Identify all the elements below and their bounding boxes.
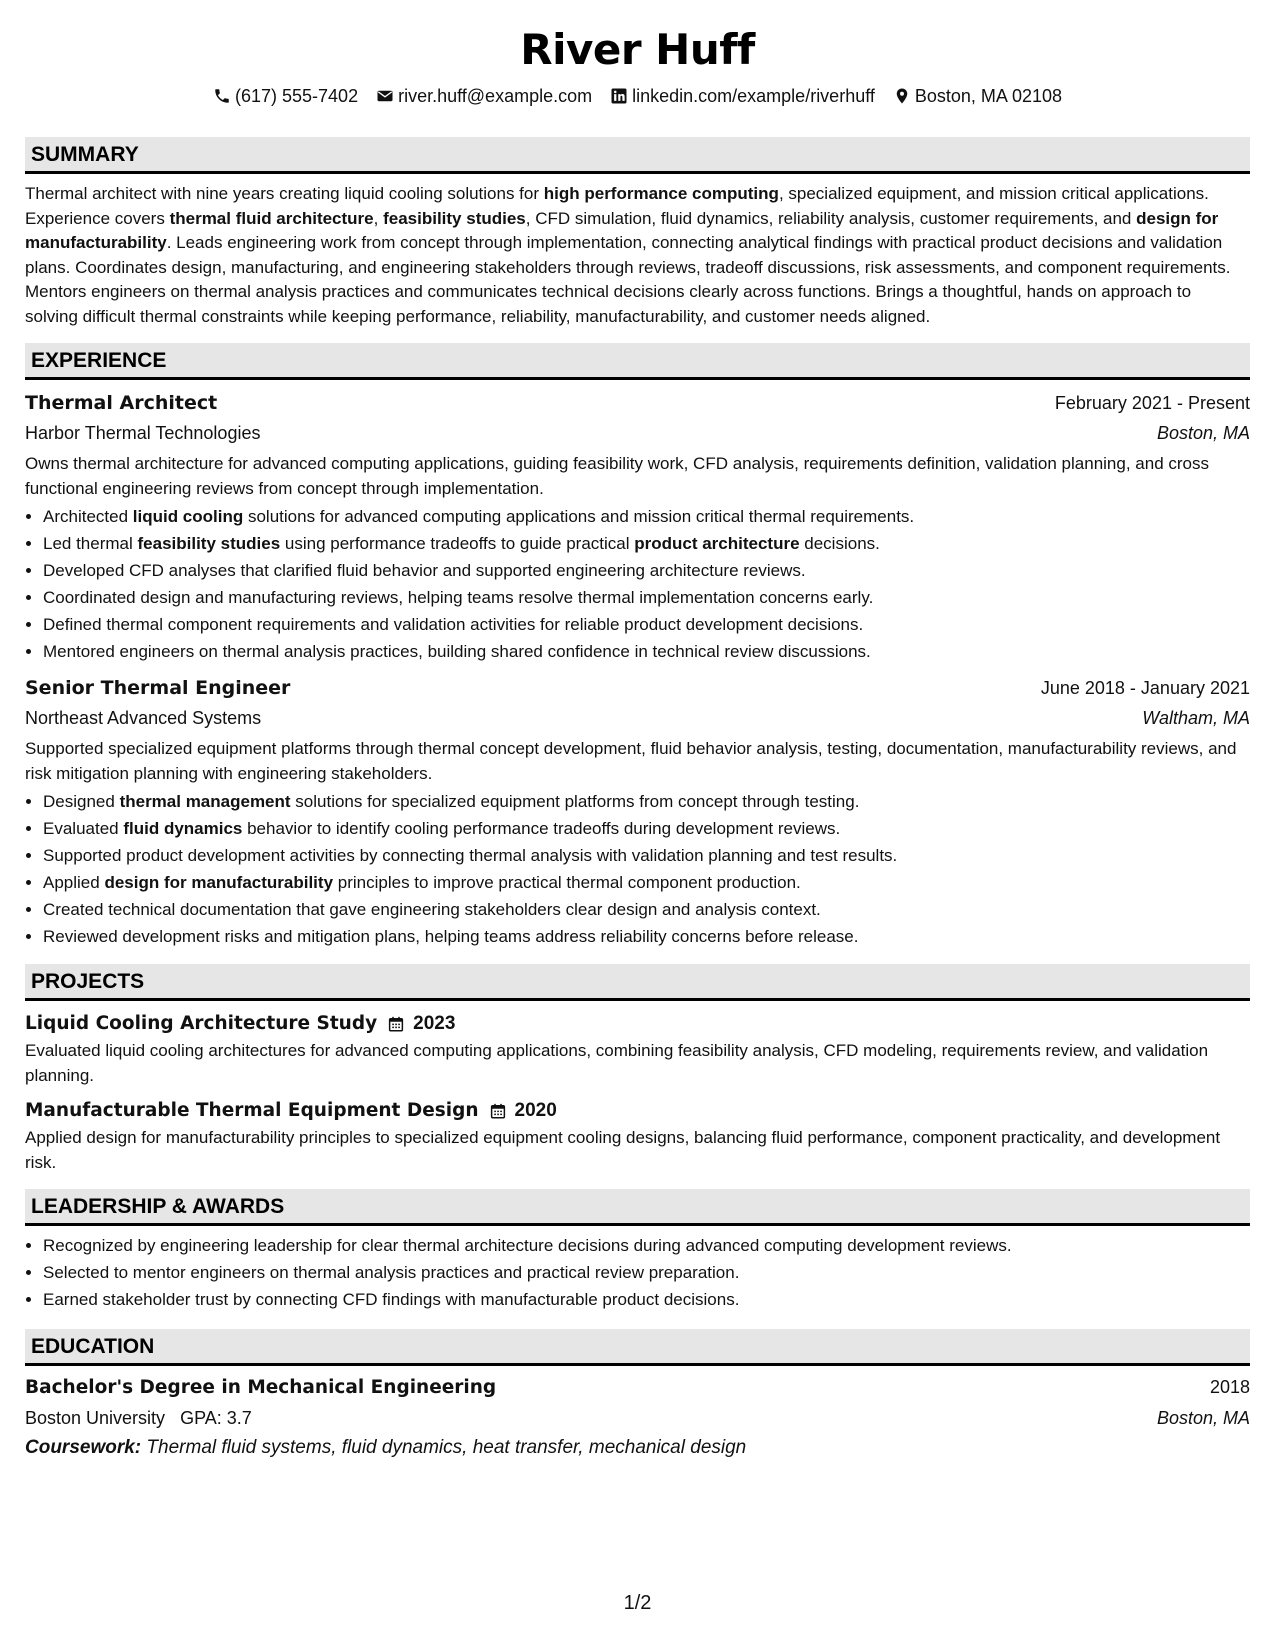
project-description: Evaluated liquid cooling architectures for advanced computing applications, combining feasibility analysis, CFD modeling, requirements review, and validation planning. <box>25 1041 1209 1085</box>
leadership-list <box>25 1232 1250 1313</box>
section-heading-summary: SUMMARY <box>25 137 1250 174</box>
bold-keyword: liquid cooling <box>132 507 244 526</box>
bold-keyword: product architecture <box>634 534 800 553</box>
job-company: Harbor Thermal Technologies <box>25 423 261 443</box>
bullet-item <box>43 530 1250 557</box>
bold-keyword: feasibility studies <box>383 208 526 228</box>
text-run: Led thermal <box>43 534 138 553</box>
bullet-item <box>43 638 1250 665</box>
text-run: solutions for advanced computing applications and mission critical thermal requirements. <box>243 507 915 526</box>
coursework-label: Coursework: <box>25 1437 142 1458</box>
bold-keyword: fluid dynamics <box>123 819 243 838</box>
phone-text: (617) 555-7402 <box>234 86 359 106</box>
linkedin-icon <box>610 87 628 105</box>
school-name: Boston University <box>25 1408 166 1428</box>
bold-keyword: thermal fluid architecture <box>169 208 374 228</box>
job-dates: June 2018 - January 2021 <box>1040 678 1250 698</box>
bullet-item <box>43 896 1250 923</box>
bold-keyword: design for manufacturability <box>25 208 1219 252</box>
project-entry <box>25 1096 1250 1175</box>
job-entry <box>25 388 1250 665</box>
job-description: Supported specialized equipment platforms through thermal concept development, fluid behavior analysis, testing, documentation, manufacturability reviews, and risk mitigation planning with engineering stakeholders. <box>25 739 1237 783</box>
leadership-item: • Recognized by engineering leadership for clear thermal architecture decisions during advanced computing development reviews. <box>43 1232 1250 1259</box>
text-run: Defined thermal component requirements and validation activities for reliable product development decisions. <box>43 615 864 634</box>
education-entry <box>25 1372 1250 1463</box>
bullet-item <box>43 788 1250 815</box>
project-entry <box>25 1009 1250 1088</box>
bullet-item <box>43 584 1250 611</box>
job-bullets <box>25 503 1250 665</box>
project-year-text: 2023 <box>413 1013 456 1034</box>
graduation-year: 2018 <box>1209 1377 1250 1397</box>
text-run: principles to improve practical thermal component production. <box>333 873 801 892</box>
location-text: Boston, MA 02108 <box>914 86 1062 106</box>
text-run: Mentored engineers on thermal analysis practices, building shared confidence in technical review discussions. <box>43 642 871 661</box>
resume-header <box>0 0 1275 108</box>
job-dates: February 2021 - Present <box>1054 393 1250 413</box>
text-run: Evaluated <box>43 819 124 838</box>
bullet-item <box>43 842 1250 869</box>
text-run: Reviewed development risks and mitigation plans, helping teams address reliability concerns before release. <box>43 927 859 946</box>
contact-location <box>893 84 1062 108</box>
text-run: , <box>373 208 384 228</box>
section-heading-experience: EXPERIENCE <box>25 343 1250 380</box>
job-location: Waltham, MA <box>1142 708 1250 728</box>
text-run: Architected <box>43 507 133 526</box>
school-line <box>25 1403 252 1433</box>
text-run: behavior to identify cooling performance tradeoffs during development reviews. <box>242 819 841 838</box>
text-run: Thermal architect with nine years creating liquid cooling solutions for <box>25 184 544 203</box>
page-number: 1/2 <box>623 1592 652 1614</box>
contact-line <box>0 84 1275 108</box>
job-title: Senior Thermal Engineer <box>25 677 291 699</box>
bullet-item <box>43 815 1250 842</box>
text-run: , specialized equipment, and mission critical applications. Experience covers <box>25 184 1209 228</box>
text-run: decisions. <box>799 534 880 553</box>
text-run: Created technical documentation that gave engineering stakeholders clear design and analysis context. <box>43 900 821 919</box>
job-title: Thermal Architect <box>25 392 218 414</box>
bullet-item <box>43 503 1250 530</box>
section-heading-education: EDUCATION <box>25 1329 1250 1366</box>
bold-keyword: design for manufacturability <box>104 873 334 892</box>
bullet-item <box>43 923 1250 950</box>
calendar-icon <box>387 1015 405 1033</box>
section-heading-projects: PROJECTS <box>25 964 1250 1001</box>
resume-content <box>25 137 1250 1463</box>
bold-keyword: high performance computing <box>543 184 779 203</box>
bold-keyword: thermal management <box>119 792 291 811</box>
section-heading-leadership: LEADERSHIP & AWARDS <box>25 1189 1250 1226</box>
text-run: Applied <box>43 873 105 892</box>
degree-title: Bachelor's Degree in Mechanical Engineering <box>25 1377 497 1398</box>
job-company: Northeast Advanced Systems <box>25 708 262 728</box>
gpa: GPA: 3.7 <box>180 1408 252 1428</box>
project-title: Manufacturable Thermal Equipment Design <box>25 1100 479 1121</box>
envelope-icon <box>376 87 394 105</box>
bullet-item <box>43 869 1250 896</box>
text-run: , CFD simulation, fluid dynamics, reliability analysis, customer requirements, and <box>525 208 1137 228</box>
text-run: Designed <box>43 792 120 811</box>
coursework-line <box>25 1433 1250 1463</box>
phone-icon <box>213 87 231 105</box>
text-run: Developed CFD analyses that clarified fluid behavior and supported engineering architecture reviews. <box>43 561 806 580</box>
project-description: Applied design for manufacturability principles to specialized equipment cooling designs, balancing fluid performance, component practicality, and development risk. <box>25 1128 1221 1172</box>
map-pin-icon <box>893 87 911 105</box>
contact-linkedin[interactable] <box>610 84 875 108</box>
job-entry <box>25 673 1250 950</box>
contact-email[interactable] <box>376 84 592 108</box>
job-bullets <box>25 788 1250 950</box>
candidate-name: River Huff <box>520 25 755 74</box>
leadership-item: • Selected to mentor engineers on thermal analysis practices and practical review preparation. <box>43 1259 1250 1286</box>
text-run: solutions for specialized equipment platforms from concept through testing. <box>290 792 860 811</box>
contact-phone <box>213 84 358 108</box>
project-title: Liquid Cooling Architecture Study <box>25 1013 378 1034</box>
bullet-item <box>43 557 1250 584</box>
text-run: Coordinated design and manufacturing reviews, helping teams resolve thermal implementation concerns early. <box>43 588 874 607</box>
text-run: Supported product development activities by connecting thermal analysis with validation planning and test results. <box>43 846 898 865</box>
summary-text <box>25 182 1250 329</box>
coursework-text: Thermal fluid systems, fluid dynamics, heat transfer, mechanical design <box>146 1437 747 1458</box>
linkedin-text[interactable]: linkedin.com/example/riverhuff <box>632 86 875 106</box>
project-year <box>489 1096 557 1126</box>
job-location: Boston, MA <box>1156 423 1250 443</box>
job-description: Owns thermal architecture for advanced computing applications, guiding feasibility work, CFD analysis, requirements definition, validation planning, and cross functional engineering reviews from concept through implementation. <box>25 454 1209 498</box>
leadership-item: • Earned stakeholder trust by connecting CFD findings with manufacturable product decisions. <box>43 1286 1250 1313</box>
bold-keyword: feasibility studies <box>137 534 281 553</box>
project-year <box>387 1009 455 1039</box>
experience-list <box>25 388 1250 950</box>
bullet-item <box>43 611 1250 638</box>
text-run: . Leads engineering work from concept through implementation, connecting analytical findings with practical product decisions and validation plans. Coordinates design, manufacturing, and engineering stakeholders through reviews, tradeoff discussions, risk assessments, and component requirements. Mentors engineers on thermal analysis practices and communicates technical decisions clearly across functions. Brings a thoughtful, hands on approach to solving difficult thermal constraints while keeping performance, reliability, manufacturability, and customer needs aligned. <box>25 233 1231 326</box>
text-run: using performance tradeoffs to guide practical <box>280 534 635 553</box>
project-year-text: 2020 <box>514 1100 557 1121</box>
email-text[interactable]: river.huff@example.com <box>398 86 593 106</box>
school-location: Boston, MA <box>1156 1408 1250 1428</box>
calendar-icon <box>489 1102 507 1120</box>
